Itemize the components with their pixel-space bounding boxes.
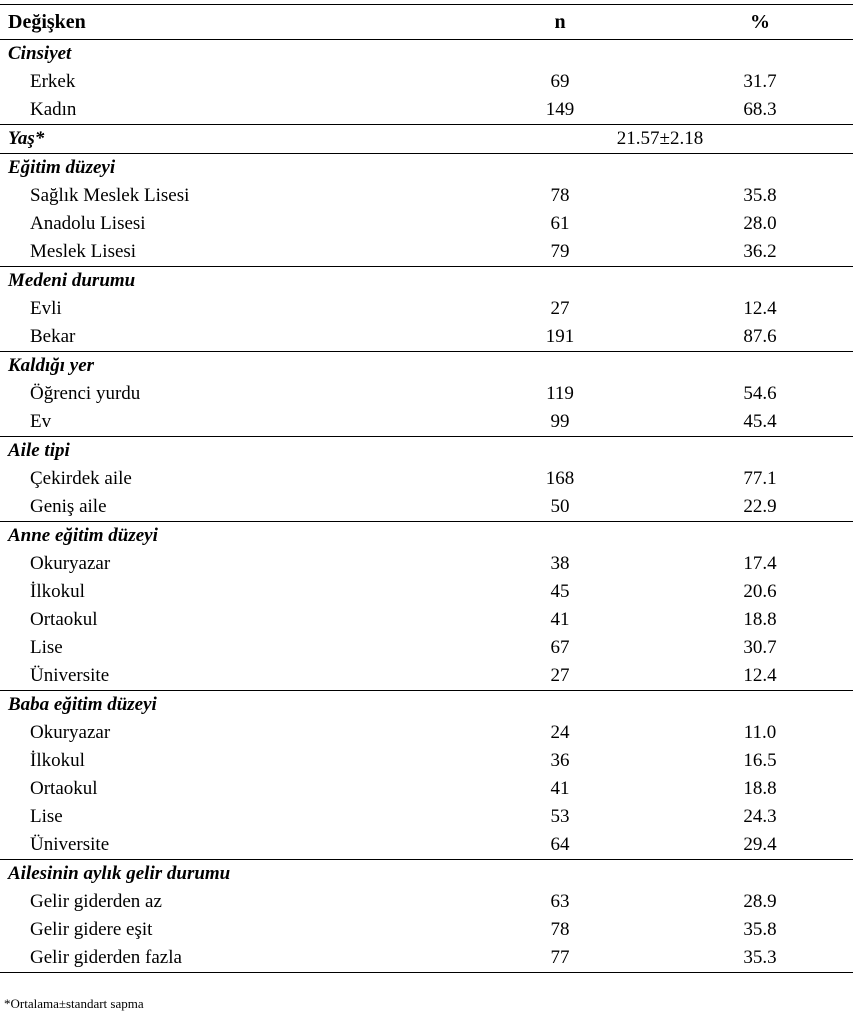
row-label: Üniversite	[30, 665, 110, 686]
table-header-row	[0, 4, 853, 39]
row-label: Geniş aile	[30, 496, 107, 517]
row-percent: 11.0	[743, 722, 777, 743]
row-percent: 68.3	[743, 99, 777, 120]
header-n: n	[554, 11, 566, 33]
row-percent: 35.3	[743, 947, 777, 968]
group-row	[0, 124, 853, 153]
row-n: 24	[550, 722, 570, 743]
group-row	[0, 266, 853, 295]
table-row	[0, 578, 853, 606]
row-n: 69	[550, 71, 570, 92]
table-row	[0, 775, 853, 803]
row-percent: 28.0	[743, 213, 777, 234]
row-percent: 28.9	[743, 891, 777, 912]
row-n: 27	[550, 298, 570, 319]
row-n: 63	[550, 891, 570, 912]
row-percent: 20.6	[743, 581, 777, 602]
row-label: Ev	[30, 411, 52, 432]
row-percent: 35.8	[743, 185, 777, 206]
row-percent: 16.5	[743, 750, 777, 771]
row-label: Erkek	[30, 71, 76, 92]
row-label: Öğrenci yurdu	[30, 383, 141, 404]
row-percent: 12.4	[743, 298, 777, 319]
row-percent: 35.8	[743, 919, 777, 940]
group-label: Ailesinin aylık gelir durumu	[8, 863, 231, 884]
row-n: 38	[550, 553, 570, 574]
row-label: Çekirdek aile	[30, 468, 132, 489]
row-label: Bekar	[30, 326, 76, 347]
table-row	[0, 747, 853, 775]
table-row	[0, 719, 853, 747]
row-n: 77	[550, 947, 570, 968]
table-row	[0, 182, 853, 210]
table-row	[0, 831, 853, 859]
row-n: 99	[550, 411, 570, 432]
row-label: Meslek Lisesi	[30, 241, 137, 262]
row-label: Üniversite	[30, 834, 110, 855]
group-row	[0, 859, 853, 888]
row-percent: 22.9	[743, 496, 777, 517]
table-body	[0, 39, 853, 973]
row-label: Okuryazar	[30, 722, 111, 743]
table-row	[0, 380, 853, 408]
row-label: Gelir gidere eşit	[30, 919, 153, 940]
group-summary-value: 21.57±2.18	[616, 128, 704, 149]
group-label: Eğitim düzeyi	[8, 157, 116, 178]
table-row	[0, 916, 853, 944]
row-label: Ortaokul	[30, 778, 98, 799]
group-row	[0, 39, 853, 68]
row-n: 61	[550, 213, 570, 234]
row-percent: 36.2	[743, 241, 777, 262]
row-percent: 30.7	[743, 637, 777, 658]
row-label: Okuryazar	[30, 553, 111, 574]
row-percent: 18.8	[743, 778, 777, 799]
row-label: Evli	[30, 298, 62, 319]
table-row	[0, 210, 853, 238]
row-n: 149	[545, 99, 575, 120]
row-label: Anadolu Lisesi	[30, 213, 146, 234]
row-n: 67	[550, 637, 570, 658]
row-percent: 87.6	[743, 326, 777, 347]
row-n: 41	[550, 778, 570, 799]
group-label: Yaş*	[8, 128, 45, 149]
row-n: 36	[550, 750, 570, 771]
row-label: İlkokul	[30, 750, 85, 771]
row-n: 53	[550, 806, 570, 827]
group-label: Baba eğitim düzeyi	[8, 694, 157, 715]
table-footnote: *Ortalama±standart sapma	[4, 996, 144, 1011]
table-row	[0, 493, 853, 521]
table-row	[0, 68, 853, 96]
table-row	[0, 606, 853, 634]
table-row	[0, 944, 853, 973]
table-row	[0, 238, 853, 266]
row-percent: 18.8	[743, 609, 777, 630]
row-percent: 12.4	[743, 665, 777, 686]
row-n: 191	[545, 326, 575, 347]
row-label: Ortaokul	[30, 609, 98, 630]
row-n: 79	[550, 241, 570, 262]
group-row	[0, 436, 853, 465]
table-row	[0, 465, 853, 493]
group-row	[0, 521, 853, 550]
table-row	[0, 550, 853, 578]
header-variable: Değişken	[8, 11, 86, 33]
group-label: Aile tipi	[8, 440, 70, 461]
row-n: 119	[546, 383, 574, 404]
row-n: 50	[550, 496, 570, 517]
table-row	[0, 803, 853, 831]
row-percent: 29.4	[743, 834, 777, 855]
row-label: Lise	[30, 637, 63, 658]
row-n: 27	[550, 665, 570, 686]
group-row	[0, 351, 853, 380]
row-n: 78	[550, 919, 570, 940]
row-label: Lise	[30, 806, 63, 827]
group-label: Kaldığı yer	[8, 355, 95, 376]
row-label: Kadın	[30, 99, 77, 120]
header-percent: %	[750, 11, 770, 33]
table-row	[0, 408, 853, 436]
row-label: Gelir giderden az	[30, 891, 162, 912]
group-label: Anne eğitim düzeyi	[8, 525, 158, 546]
row-n: 41	[550, 609, 570, 630]
row-n: 45	[550, 581, 570, 602]
table-row	[0, 662, 853, 690]
row-label: Sağlık Meslek Lisesi	[30, 185, 190, 206]
table-row	[0, 888, 853, 916]
table-row	[0, 295, 853, 323]
group-row	[0, 153, 853, 182]
row-percent: 77.1	[743, 468, 777, 489]
table-row	[0, 634, 853, 662]
row-label: Gelir giderden fazla	[30, 947, 182, 968]
group-label: Cinsiyet	[8, 43, 72, 64]
row-n: 78	[550, 185, 570, 206]
group-row	[0, 690, 853, 719]
row-percent: 31.7	[743, 71, 777, 92]
row-n: 168	[545, 468, 575, 489]
group-label: Medeni durumu	[8, 270, 136, 291]
table-row	[0, 96, 853, 124]
table-row	[0, 323, 853, 351]
row-percent: 24.3	[743, 806, 777, 827]
row-n: 64	[550, 834, 570, 855]
row-percent: 45.4	[743, 411, 777, 432]
row-label: İlkokul	[30, 581, 85, 602]
row-percent: 17.4	[743, 553, 777, 574]
row-percent: 54.6	[743, 383, 777, 404]
